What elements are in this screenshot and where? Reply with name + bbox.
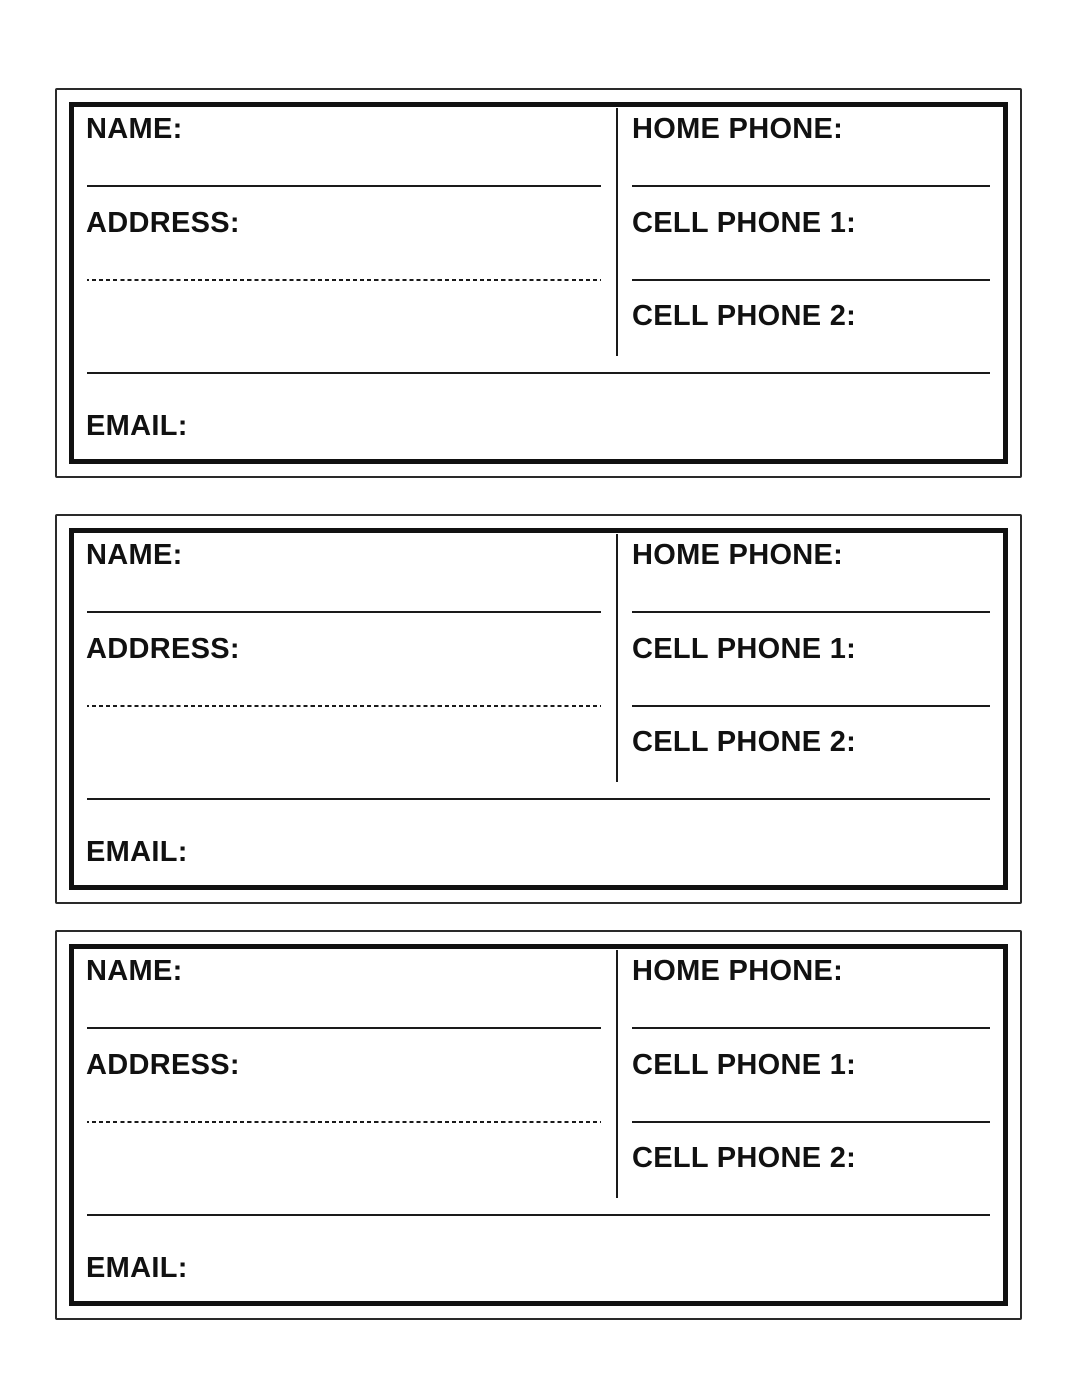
column-divider	[616, 108, 618, 356]
home-phone-field-line[interactable]	[632, 611, 990, 613]
email-label: EMAIL:	[86, 1252, 188, 1284]
address-field-dotted-line[interactable]	[87, 279, 601, 281]
address-label: ADDRESS:	[86, 1049, 240, 1081]
cell-phone-1-label: CELL PHONE 1:	[632, 207, 857, 239]
email-separator-line	[87, 798, 990, 800]
contact-card-inner-border	[69, 528, 1008, 890]
name-label: NAME:	[86, 113, 183, 145]
cell-phone-2-label: CELL PHONE 2:	[632, 1142, 857, 1174]
column-divider	[616, 534, 618, 782]
home-phone-label: HOME PHONE:	[632, 539, 844, 571]
address-label: ADDRESS:	[86, 633, 240, 665]
home-phone-field-line[interactable]	[632, 185, 990, 187]
cell-phone-2-label: CELL PHONE 2:	[632, 726, 857, 758]
contact-card-inner-border	[69, 944, 1008, 1306]
cell-phone-1-field-line[interactable]	[632, 1121, 990, 1123]
contact-card-inner-border	[69, 102, 1008, 464]
name-field-line[interactable]	[87, 611, 601, 613]
cell-phone-1-field-line[interactable]	[632, 705, 990, 707]
name-label: NAME:	[86, 955, 183, 987]
contact-card-3	[55, 930, 1022, 1320]
home-phone-field-line[interactable]	[632, 1027, 990, 1029]
cell-phone-1-label: CELL PHONE 1:	[632, 633, 857, 665]
cell-phone-1-field-line[interactable]	[632, 279, 990, 281]
name-field-line[interactable]	[87, 1027, 601, 1029]
column-divider	[616, 950, 618, 1198]
home-phone-label: HOME PHONE:	[632, 113, 844, 145]
email-separator-line	[87, 372, 990, 374]
cell-phone-2-label: CELL PHONE 2:	[632, 300, 857, 332]
email-label: EMAIL:	[86, 836, 188, 868]
name-field-line[interactable]	[87, 185, 601, 187]
address-field-dotted-line[interactable]	[87, 705, 601, 707]
address-field-dotted-line[interactable]	[87, 1121, 601, 1123]
name-label: NAME:	[86, 539, 183, 571]
email-separator-line	[87, 1214, 990, 1216]
cell-phone-1-label: CELL PHONE 1:	[632, 1049, 857, 1081]
home-phone-label: HOME PHONE:	[632, 955, 844, 987]
address-label: ADDRESS:	[86, 207, 240, 239]
email-label: EMAIL:	[86, 410, 188, 442]
contact-card-1	[55, 88, 1022, 478]
contact-card-2	[55, 514, 1022, 904]
